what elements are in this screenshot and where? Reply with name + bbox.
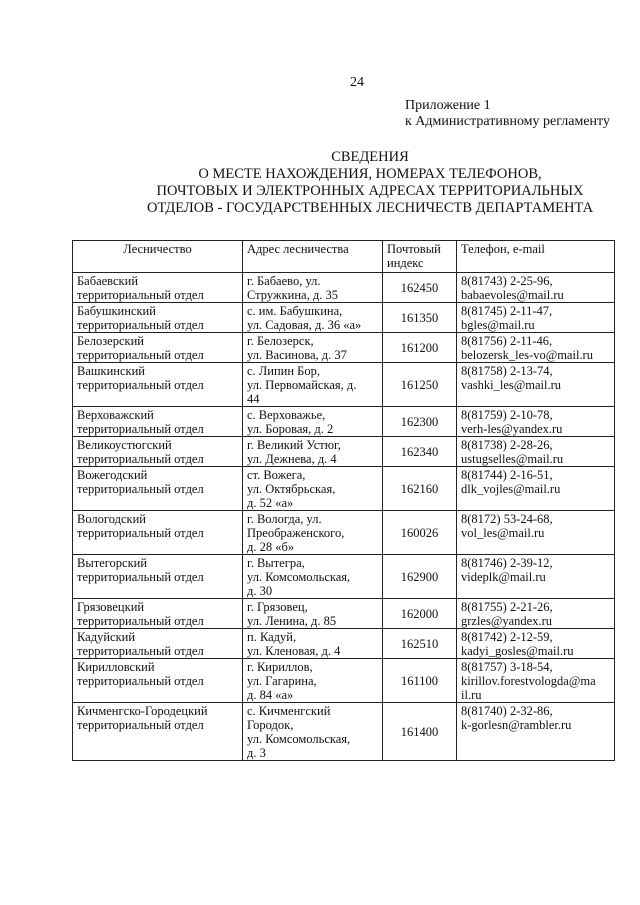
- forestry-address: г. Вытегра, ул. Комсомольская, д. 30: [243, 555, 383, 599]
- postal-index: 161350: [383, 303, 457, 333]
- forestry-name: Вожегодский территориальный отдел: [73, 467, 243, 511]
- forestry-address: с. им. Бабушкина, ул. Садовая, д. 36 «а»: [243, 303, 383, 333]
- table-row: [73, 659, 615, 703]
- postal-index: 161100: [383, 659, 457, 703]
- header-postal-index: Почтовый индекс: [383, 241, 457, 273]
- header-address: Адрес лесничества: [243, 241, 383, 273]
- phone-email: 8(81738) 2-28-26, ustugselles@mail.ru: [457, 437, 615, 467]
- postal-index: 161250: [383, 363, 457, 407]
- phone-email: 8(8172) 53-24-68, vol_les@mail.ru: [457, 511, 615, 555]
- header-forestry: Лесничество: [73, 241, 243, 273]
- header-phone-email: Телефон, e-mail: [457, 241, 615, 273]
- table-row: [73, 599, 615, 629]
- phone-email: 8(81745) 2-11-47, bgles@mail.ru: [457, 303, 615, 333]
- forestry-address: с. Липин Бор, ул. Первомайская, д. 44: [243, 363, 383, 407]
- appendix-note: [405, 98, 610, 130]
- forestry-address: п. Кадуй, ул. Кленовая, д. 4: [243, 629, 383, 659]
- forestry-name: Бабушкинский территориальный отдел: [73, 303, 243, 333]
- phone-email: 8(81755) 2-21-26, grzles@yandex.ru: [457, 599, 615, 629]
- postal-index: 162160: [383, 467, 457, 511]
- table-row: [73, 303, 615, 333]
- forestry-name: Вашкинский территориальный отдел: [73, 363, 243, 407]
- appendix-line-2: к Административному регламенту: [405, 114, 610, 129]
- postal-index: 162450: [383, 273, 457, 303]
- table-row: [73, 273, 615, 303]
- forestry-name: Вологодский территориальный отдел: [73, 511, 243, 555]
- postal-index: 161200: [383, 333, 457, 363]
- table-row: [73, 703, 615, 761]
- postal-index: 160026: [383, 511, 457, 555]
- forestry-name: Кирилловский территориальный отдел: [73, 659, 243, 703]
- forestry-address: ст. Вожега, ул. Октябрьская, д. 52 «а»: [243, 467, 383, 511]
- appendix-line-1: Приложение 1: [405, 98, 491, 113]
- forestry-address: с. Кичменгский Городок, ул. Комсомольская, д. 3: [243, 703, 383, 761]
- table-row: [73, 407, 615, 437]
- phone-email: 8(81740) 2-32-86, k-gorlesn@rambler.ru: [457, 703, 615, 761]
- phone-email: 8(81756) 2-11-46, belozersk_les-vo@mail.ru: [457, 333, 615, 363]
- forestry-name: Кадуйский территориальный отдел: [73, 629, 243, 659]
- table-row: [73, 363, 615, 407]
- phone-email: 8(81746) 2-39-12, videplk@mail.ru: [457, 555, 615, 599]
- table-row: [73, 467, 615, 511]
- document-title: [0, 149, 640, 217]
- postal-index: 162000: [383, 599, 457, 629]
- title-line-3: ПОЧТОВЫХ И ЭЛЕКТРОННЫХ АДРЕСАХ ТЕРРИТОРИАЛЬНЫХ: [156, 183, 584, 199]
- phone-email: 8(81744) 2-16-51, dlk_vojles@mail.ru: [457, 467, 615, 511]
- postal-index: 161400: [383, 703, 457, 761]
- forestry-name: Кичменгско-Городецкий территориальный отдел: [73, 703, 243, 761]
- postal-index: 162300: [383, 407, 457, 437]
- phone-email: 8(81743) 2-25-96, babaevoles@mail.ru: [457, 273, 615, 303]
- phone-email: 8(81742) 2-12-59, kadyi_gosles@mail.ru: [457, 629, 615, 659]
- forestry-name: Верховажский территориальный отдел: [73, 407, 243, 437]
- forestry-name: Бабаевский территориальный отдел: [73, 273, 243, 303]
- forestry-address: г. Великий Устюг, ул. Дежнева, д. 4: [243, 437, 383, 467]
- forestry-address: г. Грязовец, ул. Ленина, д. 85: [243, 599, 383, 629]
- forestry-name: Белозерский территориальный отдел: [73, 333, 243, 363]
- forestry-name: Великоустюгский территориальный отдел: [73, 437, 243, 467]
- table-row: [73, 437, 615, 467]
- table-row: [73, 511, 615, 555]
- table-row: [73, 555, 615, 599]
- forestry-address: г. Кириллов, ул. Гагарина, д. 84 «а»: [243, 659, 383, 703]
- forestry-address: г. Белозерск, ул. Васинова, д. 37: [243, 333, 383, 363]
- forestry-address: г. Бабаево, ул. Стружкина, д. 35: [243, 273, 383, 303]
- table-row: [73, 333, 615, 363]
- forestry-name: Грязовецкий территориальный отдел: [73, 599, 243, 629]
- postal-index: 162340: [383, 437, 457, 467]
- page-number: 24: [350, 75, 364, 90]
- forestry-address: г. Вологда, ул. Преображенского, д. 28 «б»: [243, 511, 383, 555]
- phone-email: 8(81758) 2-13-74, vashki_les@mail.ru: [457, 363, 615, 407]
- phone-email: 8(81757) 3-18-54, kirillov.forestvologda@ma il.ru: [457, 659, 615, 703]
- title-line-2: О МЕСТЕ НАХОЖДЕНИЯ, НОМЕРАХ ТЕЛЕФОНОВ,: [198, 166, 542, 182]
- forestry-table: [72, 240, 615, 761]
- forestry-address: с. Верховажье, ул. Боровая, д. 2: [243, 407, 383, 437]
- postal-index: 162900: [383, 555, 457, 599]
- phone-email: 8(81759) 2-10-78, verh-les@yandex.ru: [457, 407, 615, 437]
- table-header-row: [73, 241, 615, 273]
- postal-index: 162510: [383, 629, 457, 659]
- table-row: [73, 629, 615, 659]
- title-line-1: СВЕДЕНИЯ: [331, 149, 409, 165]
- title-line-4: ОТДЕЛОВ - ГОСУДАРСТВЕННЫХ ЛЕСНИЧЕСТВ ДЕПАРТАМЕНТА: [146, 200, 594, 216]
- forestry-name: Вытегорский территориальный отдел: [73, 555, 243, 599]
